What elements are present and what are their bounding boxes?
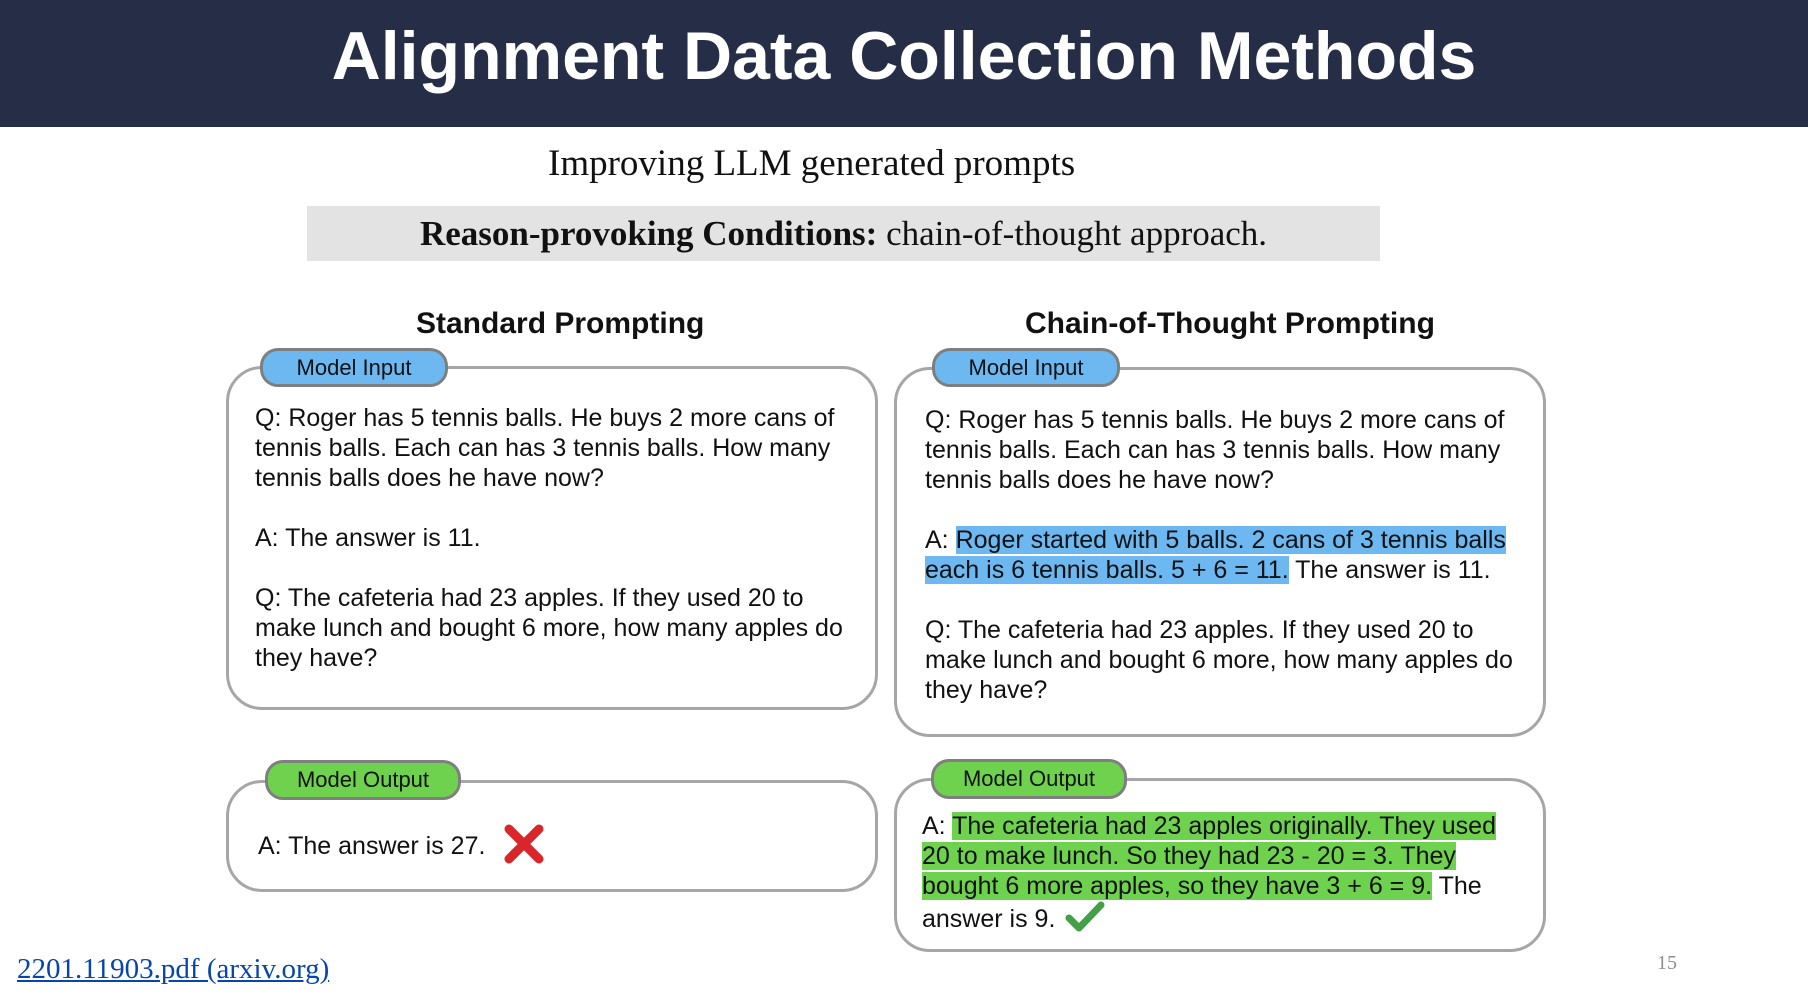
callout-box xyxy=(307,206,1380,261)
green-check-icon xyxy=(1065,901,1105,940)
cot-prompting-title: Chain-of-Thought Prompting xyxy=(1025,307,1435,340)
title-bar xyxy=(0,0,1808,127)
standard-prompting-title: Standard Prompting xyxy=(416,307,705,340)
cot-q1: Q: Roger has 5 tennis balls. He buys 2 more cans of tennis balls. Each can has 3 tennis balls. How many tennis balls does he have now? xyxy=(925,406,1505,494)
cot-a1-reasoning-highlight: Roger started with 5 balls. 2 cans of 3 tennis balls each is 6 tennis balls. 5 + 6 = 11. xyxy=(925,526,1506,584)
callout-bold: Reason-provoking Conditions: xyxy=(419,214,878,253)
cot-output-answer xyxy=(922,811,1522,940)
standard-a1: A: The answer is 11. xyxy=(255,524,481,552)
red-x-icon xyxy=(502,822,546,873)
cot-a1 xyxy=(925,525,1527,585)
cot-a1-suffix: The answer is 11. xyxy=(1288,556,1491,584)
standard-output-answer: A: The answer is 27. xyxy=(258,832,486,861)
slide-title: Alignment Data Collection Methods xyxy=(331,18,1477,94)
standard-q1: Q: Roger has 5 tennis balls. He buys 2 more cans of tennis balls. Each can has 3 tennis balls. How many tennis balls does he have now? xyxy=(255,404,835,492)
standard-output-text xyxy=(258,822,818,873)
standard-q2: Q: The cafeteria had 23 apples. If they used 20 to make lunch and bought 6 more, how many apples do they have? xyxy=(255,584,843,672)
cot-q2: Q: The cafeteria had 23 apples. If they used 20 to make lunch and bought 6 more, how many apples do they have? xyxy=(925,616,1513,704)
standard-output-tag: Model Output xyxy=(265,760,461,800)
callout-text: chain-of-thought approach. xyxy=(877,214,1268,253)
cot-output-suffix: The answer is 9. xyxy=(922,872,1482,934)
cot-output-tag: Model Output xyxy=(931,759,1127,799)
cot-output-reasoning-highlight: The cafeteria had 23 apples originally. They used 20 to make lunch. So they had 23 - 20 = 3. They bought 6 more apples, so they have 3 + 6 = 9. xyxy=(922,812,1496,900)
cot-input-tag: Model Input xyxy=(932,348,1120,387)
cot-a1-prefix: A: xyxy=(925,526,956,554)
standard-input-tag: Model Input xyxy=(260,348,448,387)
standard-input-text xyxy=(255,403,860,673)
cot-output-text xyxy=(922,811,1522,940)
slide-subtitle: Improving LLM generated prompts xyxy=(548,143,1076,184)
cot-output-prefix: A: xyxy=(922,812,953,840)
slide-number: 15 xyxy=(1657,952,1677,974)
cot-input-text xyxy=(925,405,1527,705)
arxiv-paper-link[interactable]: 2201.11903.pdf (arxiv.org) xyxy=(17,953,330,985)
